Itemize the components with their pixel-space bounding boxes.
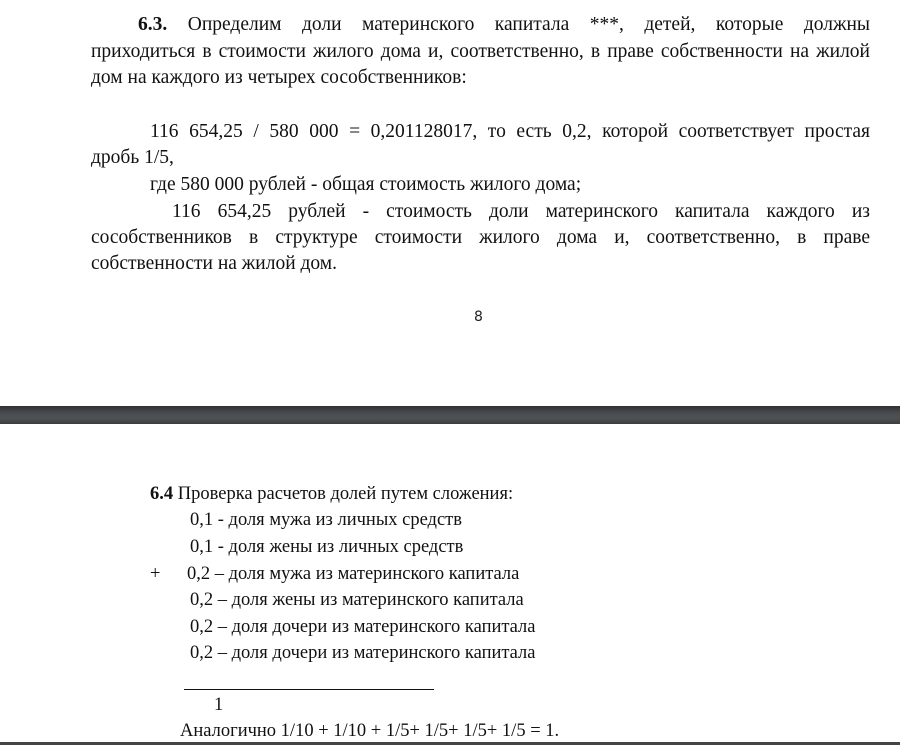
- paragraph-text: Определим доли материнского капитала ***, детей, которые должны: [187, 14, 870, 35]
- share-item: 0,2 – доля дочери из материнского капитала: [190, 643, 536, 663]
- share-item: 0,2 – доля дочери из материнского капитала: [190, 617, 536, 637]
- sum-result: 1: [214, 695, 224, 715]
- page-separator: [0, 406, 900, 424]
- section-number: 6.3.: [138, 14, 168, 35]
- section-title: Проверка расчетов долей путем сложения:: [177, 484, 514, 504]
- calc-line-3: где 580 000 рублей - общая стоимость жилого дома;: [150, 174, 582, 195]
- analog-equation: Аналогично 1/10 + 1/10 + 1/5+ 1/5+ 1/5+ 1/5 = 1.: [180, 721, 560, 741]
- section-number: 6.4: [150, 484, 174, 504]
- page-number: 8: [474, 309, 483, 325]
- calc-line-4: 116 654,25 рублей - стоимость доли материнского капитала каждого из: [172, 201, 870, 222]
- section-6-3-line-3: дом на каждого из четырех сособственников:: [91, 67, 467, 88]
- share-item: 0,1 - доля жены из личных средств: [190, 537, 464, 557]
- calc-line-2: дробь 1/5,: [91, 147, 174, 168]
- calc-line-5: сособственников в структуре стоимости жилого дома и, соответственно, в праве: [91, 227, 870, 248]
- share-item: 0,1 - доля мужа из личных средств: [190, 510, 462, 530]
- calc-line-6: собственности на жилой дом.: [91, 253, 338, 274]
- plus-sign: +: [150, 564, 161, 584]
- share-item: 0,2 – доля мужа из материнского капитала: [187, 564, 520, 584]
- section-6-3-line-2: приходиться в стоимости жилого дома и, соответственно, в праве собственности на жилой: [91, 41, 870, 62]
- calc-line-1: 116 654,25 / 580 000 = 0,201128017, то есть 0,2, которой соответствует простая: [150, 121, 870, 142]
- section-6-4-heading: [150, 484, 513, 505]
- share-item: 0,2 – доля жены из материнского капитала: [190, 590, 524, 610]
- sum-rule: [184, 689, 434, 690]
- section-6-3-line-1: [91, 14, 870, 36]
